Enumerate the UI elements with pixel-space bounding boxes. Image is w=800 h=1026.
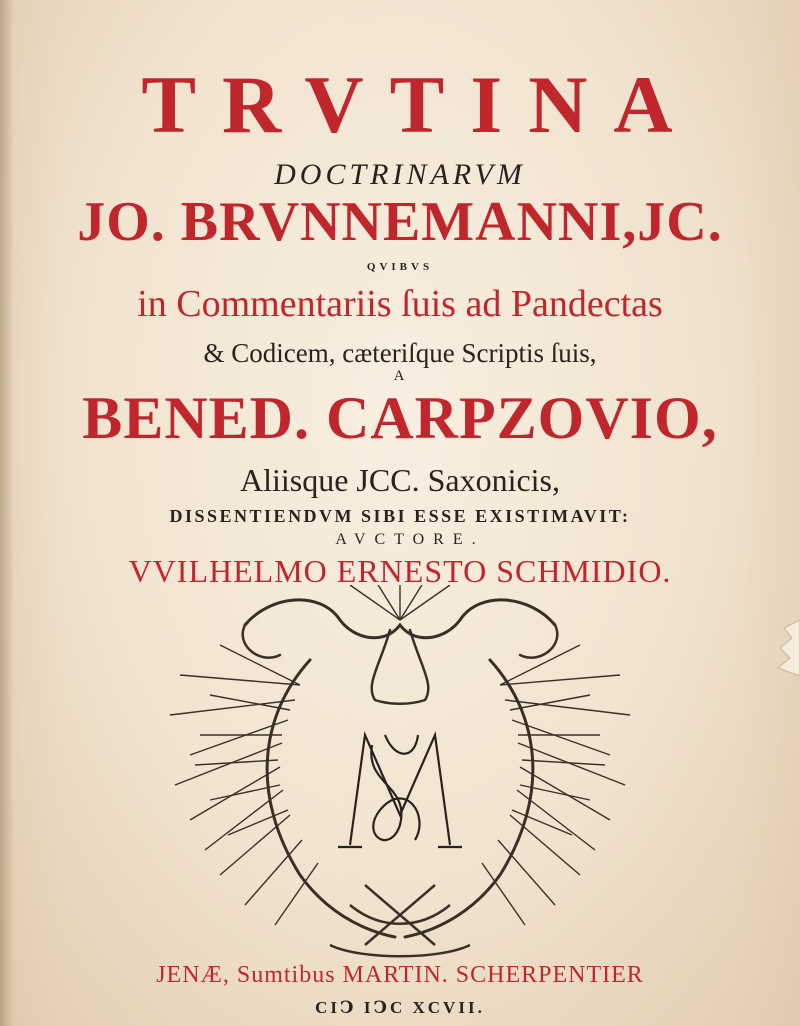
book-subtitle: DOCTRINARVM: [274, 158, 526, 191]
imprint-line: JENÆ, Sumtibus MARTIN. SCHERPENTIER: [156, 962, 644, 988]
quibus-line: QVIBVS: [366, 261, 434, 273]
author-primary: JO. BRVNNEMANNI,JC.: [77, 191, 723, 253]
commentariis-line: in Commentariis ſuis ad Pandectas: [137, 283, 663, 325]
author-tertiary: VVILHELMO ERNESTO SCHMIDIO.: [128, 553, 672, 589]
page-tear-icon: [766, 620, 800, 676]
auctore-line: AVCTORE.: [335, 531, 485, 548]
book-title: TRVTINA: [141, 59, 699, 150]
codicem-line: & Codicem, cæteriſque Scriptis ſuis,: [203, 338, 597, 368]
aliisque-line: Aliisque JCC. Saxonicis,: [239, 462, 560, 498]
a-line: A: [393, 368, 407, 384]
date-line: CIↃ IↃC XCVII.: [315, 998, 485, 1017]
wreath-monogram-icon: [150, 585, 650, 960]
dissent-line: DISSENTIENDVM SIBI ESSE EXISTIMAVIT:: [169, 506, 631, 526]
author-secondary: BENED. CARPZOVIO,: [82, 385, 718, 451]
